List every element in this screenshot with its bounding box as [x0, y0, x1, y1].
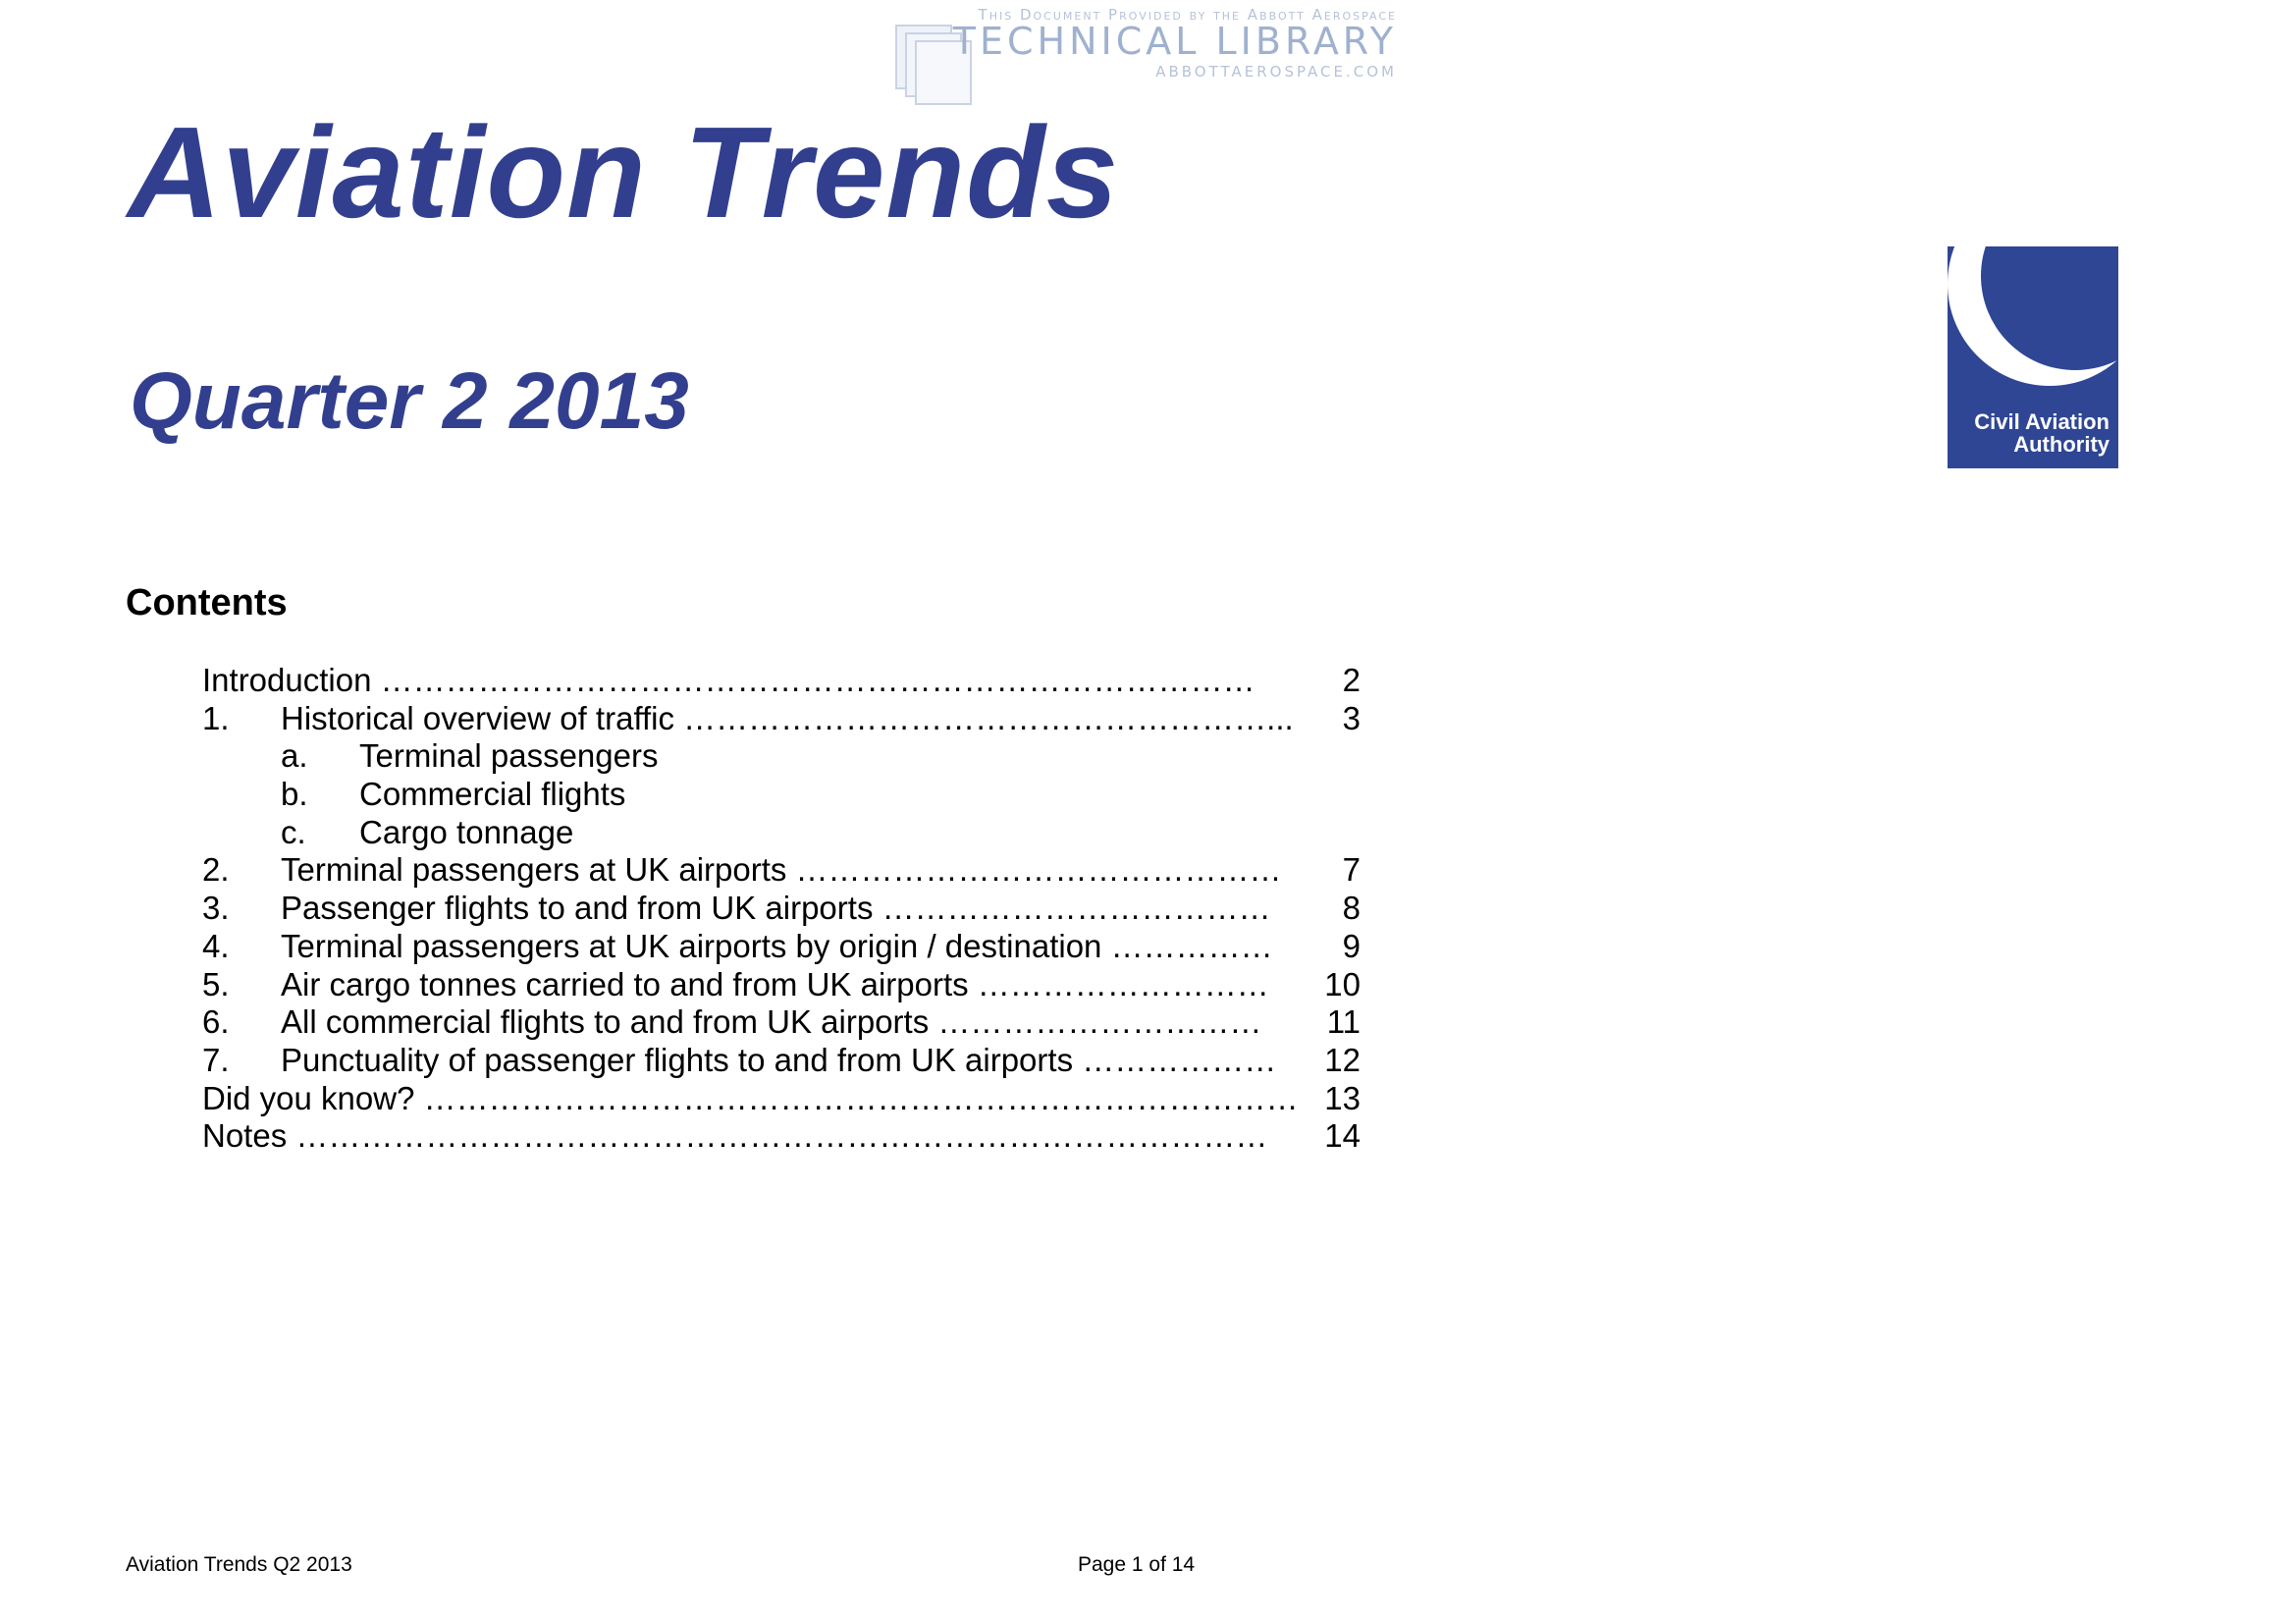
document-subtitle: Quarter 2 2013	[130, 356, 689, 446]
toc-subentry-terminal-passengers[interactable]	[202, 737, 1361, 776]
toc-entry-number: 1.	[202, 699, 230, 736]
toc-entry-text: Terminal passengers at UK airports by origin / destination ……………	[281, 927, 1273, 964]
toc-entry-number: 5.	[202, 965, 230, 1002]
toc-entry-number: 2.	[202, 851, 230, 889]
toc-entry-page: 11	[1326, 1003, 1361, 1041]
toc-entry-text: All commercial flights to and from UK airports …………………………	[281, 1003, 1262, 1041]
toc-entry-text: Notes ………………………………………………………………………………	[202, 1117, 1268, 1155]
toc-entry-introduction[interactable]	[202, 662, 1361, 700]
toc-entry-passenger-flights[interactable]	[202, 890, 1361, 928]
toc-entry-air-cargo[interactable]	[202, 966, 1361, 1004]
toc-entry-page: 9	[1342, 927, 1361, 964]
toc-entry-number: 6.	[202, 1003, 230, 1041]
toc-entry-text: Terminal passengers at UK airports ………………………………………	[281, 851, 1282, 889]
toc-entry-page: 14	[1324, 1117, 1361, 1155]
toc-subentry-cargo-tonnage[interactable]	[202, 814, 1361, 852]
watermark	[886, 6, 1397, 112]
watermark-url-text: ABBOTTAEROSPACE.COM	[1155, 63, 1397, 81]
caa-logo-line1: Civil Aviation	[1974, 409, 2109, 434]
watermark-library-text: TECHNICAL LIBRARY	[952, 20, 1397, 63]
toc-entry-text: Passenger flights to and from UK airports ………………………………	[281, 890, 1271, 927]
toc-entry-page: 8	[1342, 890, 1361, 927]
toc-subentry-letter: b.	[281, 776, 308, 813]
toc-entry-notes[interactable]	[202, 1117, 1361, 1156]
toc-subentry-letter: c.	[281, 813, 306, 850]
toc-entry-number: 7.	[202, 1041, 230, 1078]
toc-entry-terminal-passengers-uk[interactable]	[202, 851, 1361, 890]
caa-logo	[1948, 246, 2118, 468]
toc-subentry-text: Commercial flights	[359, 776, 626, 813]
toc-subentry-text: Cargo tonnage	[359, 813, 574, 850]
toc-entry-page: 12	[1324, 1041, 1361, 1078]
toc-entry-did-you-know[interactable]	[202, 1080, 1361, 1118]
toc-entry-number: 3.	[202, 890, 230, 927]
toc-entry-historical-overview[interactable]	[202, 700, 1361, 738]
contents-heading: Contents	[126, 582, 288, 623]
toc-entry-page: 13	[1324, 1079, 1361, 1116]
watermark-provider-text: This Document Provided by the Abbott Aerospace	[978, 6, 1397, 24]
toc-entry-page: 7	[1342, 851, 1361, 889]
toc-entry-text: Did you know? ………………………………………………………………………	[202, 1079, 1299, 1116]
caa-logo-line2: Authority	[2013, 432, 2109, 457]
toc-entry-text: Historical overview of traffic ………………………………………………...	[281, 699, 1294, 736]
caa-logo-text	[1974, 410, 2109, 456]
footer-page-number: Page 1 of 14	[1078, 1553, 1196, 1576]
toc-entry-page: 3	[1342, 699, 1361, 736]
toc-entry-number: 4.	[202, 927, 230, 964]
footer-document-name: Aviation Trends Q2 2013	[126, 1553, 352, 1576]
toc-entry-text: Introduction ………………………………………………………………………	[202, 662, 1255, 698]
toc-entry-page: 10	[1324, 965, 1361, 1002]
toc-subentry-text: Terminal passengers	[359, 737, 659, 775]
toc-entry-commercial-flights[interactable]	[202, 1003, 1361, 1042]
toc-entry-origin-destination[interactable]	[202, 928, 1361, 966]
toc-entry-text: Air cargo tonnes carried to and from UK airports ………………………	[281, 965, 1269, 1002]
toc-entry-page: 2	[1342, 662, 1361, 698]
table-of-contents	[202, 662, 1361, 1156]
toc-entry-punctuality[interactable]	[202, 1042, 1361, 1080]
document-title: Aviation Trends	[128, 100, 1120, 244]
toc-subentry-letter: a.	[281, 737, 308, 775]
toc-subentry-commercial-flights[interactable]	[202, 776, 1361, 814]
toc-entry-text: Punctuality of passenger flights to and from UK airports ………………	[281, 1041, 1277, 1078]
